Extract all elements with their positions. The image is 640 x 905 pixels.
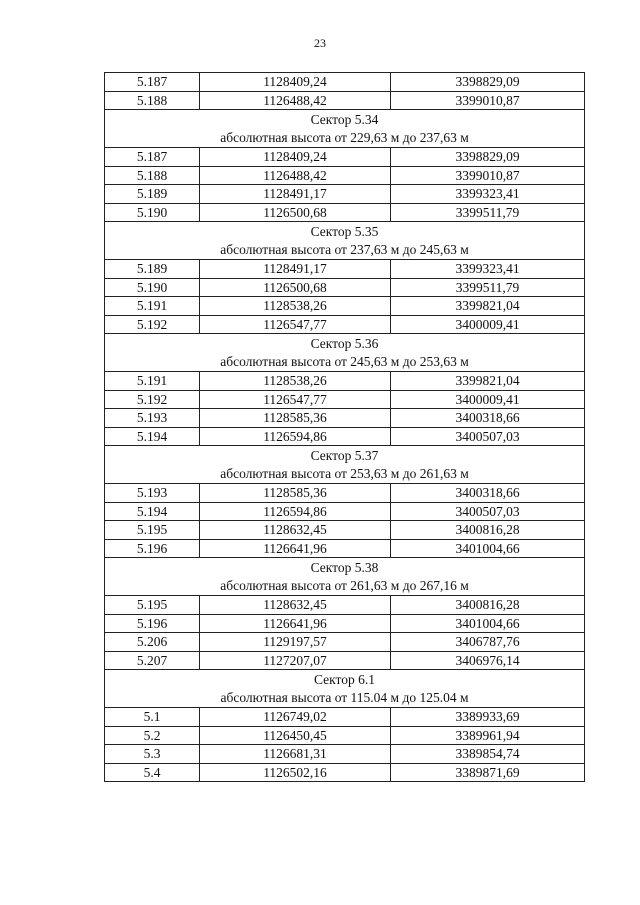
y-coordinate-cell: 3398829,09 [391, 148, 585, 167]
x-coordinate-cell: 1128409,24 [200, 73, 391, 92]
table-row [105, 203, 585, 222]
point-id-cell: 5.1 [105, 708, 200, 727]
sector-header-row [105, 558, 585, 596]
sector-header-cell [105, 446, 585, 484]
sector-title: Сектор 5.37 [310, 448, 379, 463]
sector-altitude: абсолютная высота от 115.04 м до 125.04 м [220, 689, 469, 705]
x-coordinate-cell: 1126488,42 [200, 166, 391, 185]
point-id-cell: 5.194 [105, 502, 200, 521]
point-id-cell: 5.4 [105, 763, 200, 782]
point-id-cell: 5.196 [105, 539, 200, 558]
y-coordinate-cell: 3399323,41 [391, 260, 585, 279]
y-coordinate-cell: 3399821,04 [391, 297, 585, 316]
y-coordinate-cell: 3389871,69 [391, 763, 585, 782]
x-coordinate-cell: 1129197,57 [200, 633, 391, 652]
table-row [105, 763, 585, 782]
y-coordinate-cell: 3399010,87 [391, 166, 585, 185]
point-id-cell: 5.195 [105, 521, 200, 540]
table-row [105, 539, 585, 558]
sector-header-row [105, 334, 585, 372]
table-row [105, 708, 585, 727]
x-coordinate-cell: 1126450,45 [200, 726, 391, 745]
x-coordinate-cell: 1126594,86 [200, 502, 391, 521]
x-coordinate-cell: 1126500,68 [200, 203, 391, 222]
sector-title: Сектор 5.34 [310, 112, 379, 127]
y-coordinate-cell: 3400816,28 [391, 521, 585, 540]
y-coordinate-cell: 3401004,66 [391, 539, 585, 558]
point-id-cell: 5.191 [105, 297, 200, 316]
x-coordinate-cell: 1128491,17 [200, 260, 391, 279]
table-row [105, 651, 585, 670]
table-row [105, 427, 585, 446]
point-id-cell: 5.189 [105, 260, 200, 279]
x-coordinate-cell: 1126681,31 [200, 745, 391, 764]
y-coordinate-cell: 3399821,04 [391, 372, 585, 391]
y-coordinate-cell: 3400507,03 [391, 427, 585, 446]
table-row [105, 372, 585, 391]
sector-header-cell [105, 110, 585, 148]
x-coordinate-cell: 1126641,96 [200, 614, 391, 633]
point-id-cell: 5.190 [105, 203, 200, 222]
y-coordinate-cell: 3400816,28 [391, 596, 585, 615]
point-id-cell: 5.188 [105, 166, 200, 185]
point-id-cell: 5.192 [105, 315, 200, 334]
y-coordinate-cell: 3406976,14 [391, 651, 585, 670]
sector-title: Сектор 5.36 [310, 336, 379, 351]
point-id-cell: 5.206 [105, 633, 200, 652]
y-coordinate-cell: 3398829,09 [391, 73, 585, 92]
point-id-cell: 5.2 [105, 726, 200, 745]
point-id-cell: 5.192 [105, 390, 200, 409]
point-id-cell: 5.188 [105, 91, 200, 110]
point-id-cell: 5.207 [105, 651, 200, 670]
x-coordinate-cell: 1126547,77 [200, 315, 391, 334]
point-id-cell: 5.187 [105, 73, 200, 92]
x-coordinate-cell: 1126500,68 [200, 278, 391, 297]
sector-header-cell [105, 558, 585, 596]
sector-header-row [105, 670, 585, 708]
point-id-cell: 5.3 [105, 745, 200, 764]
x-coordinate-cell: 1128632,45 [200, 521, 391, 540]
y-coordinate-cell: 3400318,66 [391, 484, 585, 503]
x-coordinate-cell: 1128538,26 [200, 297, 391, 316]
point-id-cell: 5.195 [105, 596, 200, 615]
sector-title: Сектор 5.38 [310, 560, 379, 575]
y-coordinate-cell: 3400507,03 [391, 502, 585, 521]
sector-altitude: абсолютная высота от 261,63 м до 267,16 м [220, 577, 469, 593]
x-coordinate-cell: 1127207,07 [200, 651, 391, 670]
x-coordinate-cell: 1128491,17 [200, 185, 391, 204]
point-id-cell: 5.191 [105, 372, 200, 391]
y-coordinate-cell: 3406787,76 [391, 633, 585, 652]
sector-title: Сектор 6.1 [313, 672, 375, 687]
y-coordinate-cell: 3399010,87 [391, 91, 585, 110]
x-coordinate-cell: 1126641,96 [200, 539, 391, 558]
y-coordinate-cell: 3389933,69 [391, 708, 585, 727]
point-id-cell: 5.193 [105, 409, 200, 428]
table-row [105, 726, 585, 745]
y-coordinate-cell: 3399511,79 [391, 278, 585, 297]
table-row [105, 390, 585, 409]
page-number: 23 [314, 36, 326, 50]
x-coordinate-cell: 1126749,02 [200, 708, 391, 727]
table-row [105, 484, 585, 503]
sector-altitude: абсолютная высота от 237,63 м до 245,63 м [220, 241, 469, 257]
y-coordinate-cell: 3401004,66 [391, 614, 585, 633]
point-id-cell: 5.190 [105, 278, 200, 297]
sector-header-row [105, 446, 585, 484]
table-row [105, 633, 585, 652]
coordinates-table [104, 72, 585, 782]
table-row [105, 73, 585, 92]
table-row [105, 596, 585, 615]
table-row [105, 148, 585, 167]
y-coordinate-cell: 3399511,79 [391, 203, 585, 222]
sector-header-cell [105, 334, 585, 372]
y-coordinate-cell: 3400318,66 [391, 409, 585, 428]
point-id-cell: 5.196 [105, 614, 200, 633]
point-id-cell: 5.189 [105, 185, 200, 204]
x-coordinate-cell: 1126547,77 [200, 390, 391, 409]
y-coordinate-cell: 3400009,41 [391, 315, 585, 334]
sector-title: Сектор 5.35 [310, 224, 379, 239]
table-row [105, 745, 585, 764]
sector-altitude: абсолютная высота от 253,63 м до 261,63 м [220, 465, 469, 481]
table-row [105, 614, 585, 633]
y-coordinate-cell: 3399323,41 [391, 185, 585, 204]
point-id-cell: 5.187 [105, 148, 200, 167]
table-row [105, 409, 585, 428]
coordinates-table-body [105, 73, 585, 782]
x-coordinate-cell: 1126488,42 [200, 91, 391, 110]
table-row [105, 521, 585, 540]
table-row [105, 502, 585, 521]
sector-altitude: абсолютная высота от 245,63 м до 253,63 м [220, 353, 469, 369]
x-coordinate-cell: 1128632,45 [200, 596, 391, 615]
table-row [105, 185, 585, 204]
y-coordinate-cell: 3400009,41 [391, 390, 585, 409]
table-row [105, 260, 585, 279]
sector-header-row [105, 222, 585, 260]
x-coordinate-cell: 1126502,16 [200, 763, 391, 782]
x-coordinate-cell: 1128585,36 [200, 484, 391, 503]
y-coordinate-cell: 3389854,74 [391, 745, 585, 764]
point-id-cell: 5.193 [105, 484, 200, 503]
sector-header-cell [105, 222, 585, 260]
x-coordinate-cell: 1128538,26 [200, 372, 391, 391]
y-coordinate-cell: 3389961,94 [391, 726, 585, 745]
sector-header-row [105, 110, 585, 148]
x-coordinate-cell: 1128585,36 [200, 409, 391, 428]
point-id-cell: 5.194 [105, 427, 200, 446]
table-row [105, 278, 585, 297]
x-coordinate-cell: 1128409,24 [200, 148, 391, 167]
table-row [105, 297, 585, 316]
table-row [105, 166, 585, 185]
table-row [105, 91, 585, 110]
sector-altitude: абсолютная высота от 229,63 м до 237,63 м [220, 129, 469, 145]
x-coordinate-cell: 1126594,86 [200, 427, 391, 446]
sector-header-cell [105, 670, 585, 708]
table-row [105, 315, 585, 334]
